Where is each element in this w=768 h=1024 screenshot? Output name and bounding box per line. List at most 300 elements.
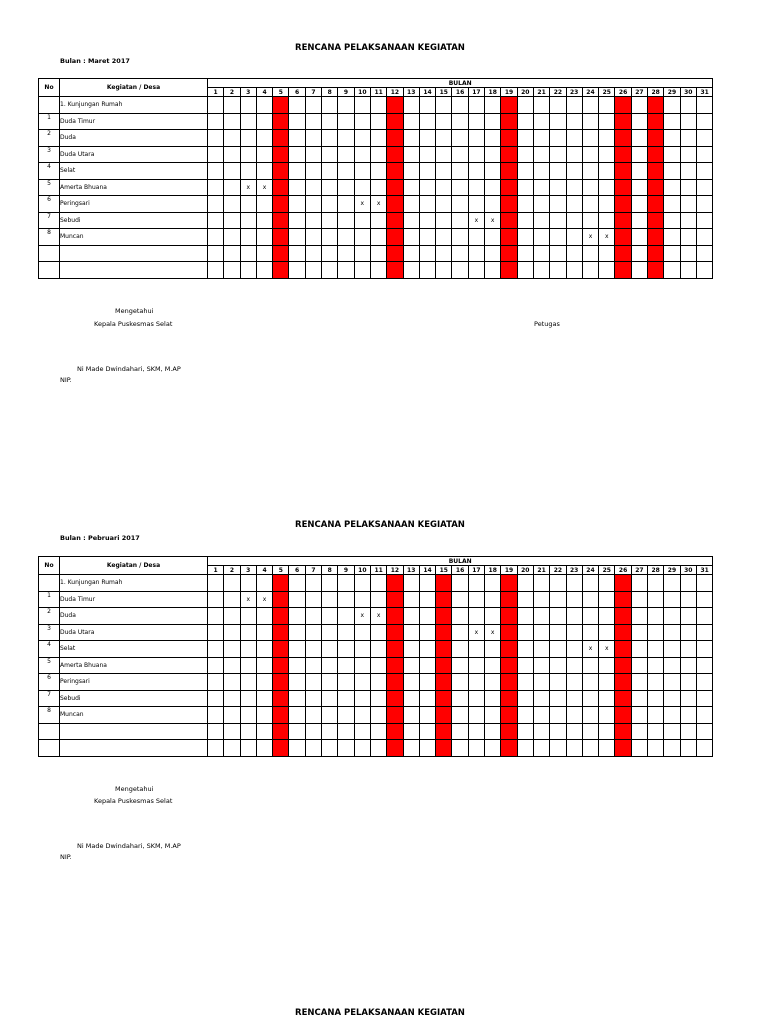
day-cell [240,624,256,641]
row-number: 8 [39,707,60,724]
day-cell [696,245,713,262]
day-cell [436,179,452,196]
day-cell [208,641,224,658]
activity-label [60,723,208,740]
day-cell [354,575,370,592]
day-cell [338,130,354,147]
holiday-cell [501,229,517,246]
day-cell [550,591,566,608]
day-cell [289,113,305,130]
activity-mark: x [370,608,386,625]
row-number [39,723,60,740]
header-bulan: BULAN [208,557,713,566]
day-cell [582,262,598,279]
day-cell [664,591,680,608]
day-cell [354,690,370,707]
activity-mark: x [370,196,386,213]
holiday-cell [615,146,631,163]
day-cell [338,196,354,213]
holiday-cell [615,657,631,674]
day-cell [289,608,305,625]
table-row [39,641,713,658]
day-cell [224,245,240,262]
day-cell [517,740,533,757]
day-cell [240,196,256,213]
row-number: 2 [39,608,60,625]
day-cell [582,130,598,147]
day-cell [696,179,713,196]
activity-label: 1. Kunjungan Rumah [60,97,208,114]
day-cell [680,624,696,641]
table-row [39,740,713,757]
day-cell [224,624,240,641]
day-header: 29 [664,566,680,575]
day-cell [517,245,533,262]
day-cell [240,690,256,707]
day-cell [582,245,598,262]
day-header: 10 [354,566,370,575]
holiday-cell [501,212,517,229]
holiday-cell [387,690,403,707]
day-cell [403,245,419,262]
day-cell [256,575,272,592]
day-cell [419,624,435,641]
holiday-cell [436,690,452,707]
day-header: 6 [289,566,305,575]
header-kegiatan: Kegiatan / Desa [60,79,208,97]
day-cell [631,575,647,592]
month-label: Bulan : Pebruari 2017 [60,534,140,542]
day-cell [322,657,338,674]
day-cell [403,740,419,757]
day-cell [240,163,256,180]
day-cell [354,130,370,147]
day-cell [403,229,419,246]
day-cell [305,740,321,757]
day-cell [419,690,435,707]
holiday-cell [615,245,631,262]
day-cell [403,624,419,641]
day-cell [680,212,696,229]
day-cell [370,130,386,147]
day-cell [631,163,647,180]
holiday-cell [501,690,517,707]
holiday-cell [501,130,517,147]
day-cell [648,608,664,625]
day-cell [224,707,240,724]
day-cell [582,740,598,757]
day-cell [322,130,338,147]
day-cell [533,575,549,592]
day-cell [680,690,696,707]
day-cell [566,591,582,608]
day-cell [452,97,468,114]
day-cell [208,245,224,262]
day-cell [208,146,224,163]
day-cell [305,212,321,229]
day-cell [533,179,549,196]
day-cell [403,179,419,196]
day-cell [485,163,501,180]
day-cell [224,179,240,196]
day-cell [305,196,321,213]
day-cell [533,146,549,163]
day-header: 19 [501,566,517,575]
day-cell [305,575,321,592]
day-header: 16 [452,566,468,575]
day-cell [322,624,338,641]
row-number: 1 [39,113,60,130]
day-cell [550,624,566,641]
day-cell [370,179,386,196]
day-cell [664,229,680,246]
day-header: 7 [305,88,321,97]
day-cell [354,591,370,608]
day-cell [338,575,354,592]
day-cell [322,113,338,130]
row-number: 7 [39,690,60,707]
holiday-cell [273,179,289,196]
day-header: 18 [485,88,501,97]
activity-label: Selat [60,641,208,658]
day-cell [322,575,338,592]
day-cell [631,130,647,147]
day-cell [550,707,566,724]
day-cell [566,641,582,658]
day-cell [631,97,647,114]
row-number: 1 [39,591,60,608]
day-cell [322,707,338,724]
day-header: 29 [664,88,680,97]
holiday-cell [273,113,289,130]
day-cell [550,674,566,691]
day-cell [582,146,598,163]
day-cell [419,130,435,147]
activity-mark: x [256,591,272,608]
day-cell [322,608,338,625]
day-cell [436,196,452,213]
day-cell [517,591,533,608]
day-cell [452,723,468,740]
day-header: 5 [273,88,289,97]
holiday-cell [273,690,289,707]
day-cell [436,163,452,180]
day-cell [403,196,419,213]
day-cell [566,245,582,262]
day-cell [664,707,680,724]
holiday-cell [273,229,289,246]
day-cell [370,723,386,740]
day-cell [485,740,501,757]
holiday-cell [387,212,403,229]
day-cell [550,229,566,246]
day-cell [256,146,272,163]
header-bulan: BULAN [208,79,713,88]
day-cell [240,641,256,658]
day-cell [582,575,598,592]
page-title: RENCANA PELAKSANAAN KEGIATAN [295,520,465,530]
day-cell [599,740,615,757]
day-cell [305,641,321,658]
day-cell [517,229,533,246]
day-cell [289,591,305,608]
day-cell [354,740,370,757]
row-number: 5 [39,657,60,674]
day-cell [419,163,435,180]
day-cell [256,740,272,757]
day-cell [322,196,338,213]
day-cell [517,723,533,740]
day-cell [680,179,696,196]
holiday-cell [615,212,631,229]
day-cell [354,179,370,196]
day-cell [468,740,484,757]
day-cell [696,229,713,246]
holiday-cell [273,146,289,163]
day-cell [305,229,321,246]
day-cell [550,641,566,658]
day-cell [599,163,615,180]
day-cell [533,245,549,262]
day-cell [208,113,224,130]
day-cell [436,146,452,163]
day-cell [224,608,240,625]
day-cell [582,657,598,674]
holiday-cell [648,130,664,147]
day-cell [403,657,419,674]
holiday-cell [501,262,517,279]
day-cell [631,674,647,691]
holiday-cell [273,130,289,147]
activity-mark: x [582,229,598,246]
holiday-cell [387,740,403,757]
day-header: 30 [680,566,696,575]
row-number: 8 [39,229,60,246]
day-header: 8 [322,88,338,97]
schedule-table [38,556,713,757]
day-cell [582,674,598,691]
holiday-cell [387,674,403,691]
holiday-cell [387,245,403,262]
day-cell [533,740,549,757]
day-cell [533,163,549,180]
day-header: 14 [419,566,435,575]
day-cell [305,262,321,279]
day-cell [599,262,615,279]
holiday-cell [615,740,631,757]
day-cell [419,740,435,757]
day-cell [305,657,321,674]
day-cell [680,196,696,213]
day-cell [664,608,680,625]
table-row [39,657,713,674]
day-cell [582,624,598,641]
day-cell [517,674,533,691]
day-cell [305,591,321,608]
day-cell [680,229,696,246]
day-cell [533,591,549,608]
day-cell [566,179,582,196]
activity-label: Duda Utara [60,146,208,163]
footer-title: RENCANA PELAKSANAAN KEGIATAN [295,1008,465,1018]
holiday-cell [615,113,631,130]
day-cell [354,707,370,724]
day-cell [631,179,647,196]
day-cell [517,624,533,641]
table-row [39,113,713,130]
day-cell [468,262,484,279]
table-row [39,262,713,279]
day-cell [696,707,713,724]
header-no: No [39,557,60,575]
day-cell [256,229,272,246]
day-cell [322,674,338,691]
day-cell [370,690,386,707]
day-cell [582,97,598,114]
day-cell [582,690,598,707]
day-cell [485,229,501,246]
activity-mark: x [485,212,501,229]
day-cell [582,723,598,740]
day-cell [436,113,452,130]
day-cell [468,245,484,262]
day-header: 18 [485,566,501,575]
row-number: 4 [39,641,60,658]
day-cell [403,591,419,608]
day-cell [322,163,338,180]
day-header: 17 [468,566,484,575]
day-cell [289,624,305,641]
kepala-label: Kepala Puskesmas Selat [94,320,173,328]
day-cell [550,723,566,740]
holiday-cell [501,163,517,180]
day-cell [631,212,647,229]
day-cell [370,245,386,262]
holiday-cell [615,179,631,196]
day-header: 30 [680,88,696,97]
row-number: 2 [39,130,60,147]
day-cell [370,624,386,641]
holiday-cell [273,196,289,213]
holiday-cell [501,591,517,608]
day-cell [305,707,321,724]
day-cell [370,657,386,674]
day-cell [468,196,484,213]
holiday-cell [501,657,517,674]
day-cell [208,575,224,592]
table-row [39,245,713,262]
row-number: 4 [39,163,60,180]
day-cell [305,163,321,180]
day-header: 14 [419,88,435,97]
holiday-cell [615,229,631,246]
day-cell [550,245,566,262]
day-header: 12 [387,566,403,575]
holiday-cell [501,707,517,724]
day-cell [436,130,452,147]
day-cell [370,674,386,691]
day-cell [664,262,680,279]
day-cell [224,575,240,592]
nip-label: NIP. [60,376,72,384]
holiday-cell [273,262,289,279]
day-cell [240,608,256,625]
holiday-cell [436,740,452,757]
day-cell [696,723,713,740]
day-cell [208,608,224,625]
day-cell [208,690,224,707]
holiday-cell [387,591,403,608]
activity-label: Duda Timur [60,113,208,130]
day-cell [419,608,435,625]
day-cell [566,624,582,641]
day-cell [485,674,501,691]
holiday-cell [273,624,289,641]
day-cell [599,624,615,641]
row-number [39,740,60,757]
holiday-cell [648,229,664,246]
day-cell [419,229,435,246]
day-cell [289,657,305,674]
day-cell [664,163,680,180]
activity-mark: x [354,196,370,213]
table-row [39,591,713,608]
holiday-cell [387,113,403,130]
holiday-cell [501,575,517,592]
day-cell [452,262,468,279]
holiday-cell [648,179,664,196]
day-cell [403,723,419,740]
day-cell [289,97,305,114]
day-cell [370,146,386,163]
day-cell [566,690,582,707]
day-cell [550,163,566,180]
holiday-cell [273,163,289,180]
day-cell [370,262,386,279]
holiday-cell [501,624,517,641]
day-cell [452,245,468,262]
holiday-cell [615,707,631,724]
day-header: 20 [517,566,533,575]
day-header: 7 [305,566,321,575]
day-cell [485,575,501,592]
day-cell [664,196,680,213]
day-cell [370,163,386,180]
day-cell [322,641,338,658]
day-cell [338,146,354,163]
day-cell [289,723,305,740]
holiday-cell [615,674,631,691]
activity-label: Peringsari [60,196,208,213]
day-cell [696,97,713,114]
day-cell [599,723,615,740]
day-cell [582,591,598,608]
day-cell [631,624,647,641]
holiday-cell [273,641,289,658]
day-cell [289,690,305,707]
day-cell [648,740,664,757]
holiday-cell [615,641,631,658]
activity-mark: x [485,624,501,641]
activity-label: Amerta Bhuana [60,179,208,196]
day-cell [289,245,305,262]
day-cell [599,146,615,163]
day-cell [664,245,680,262]
day-header: 25 [599,88,615,97]
day-cell [224,641,240,658]
activity-mark: x [240,591,256,608]
day-cell [338,641,354,658]
